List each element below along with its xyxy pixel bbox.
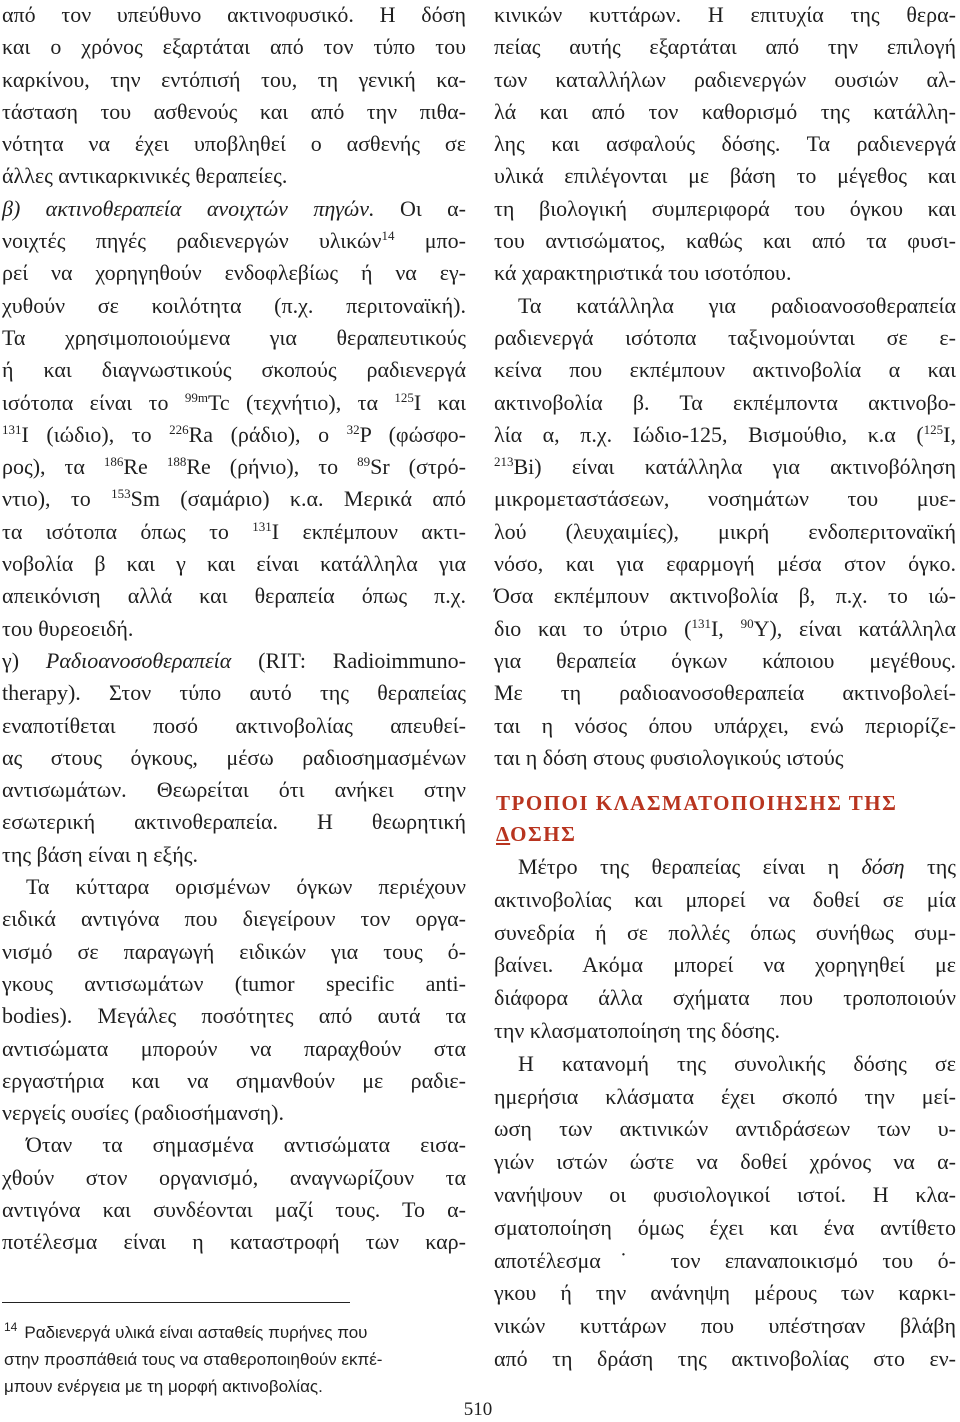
text-line: [2, 1000, 466, 1032]
text-run: Τα κύτταρα ορισμένων όγκων περιέχουν: [26, 874, 466, 900]
text-run: πείας αυτής εξαρτάται από την επιλογή: [494, 34, 956, 60]
text-line: [2, 290, 466, 322]
text-run: γιών ιστών ώστε να δοθεί χρόνος να α-: [494, 1149, 956, 1175]
text-run: Sm (σαμάριο) κ.α. Μερικά από: [130, 486, 466, 512]
text-run: I και: [413, 389, 466, 415]
text-run: νεργείς ουσίες (ραδιοσήμανση).: [2, 1100, 284, 1126]
text-run: Μέτρο της θεραπείας είναι η: [518, 854, 862, 879]
text-run: Όταν τα σημασμένα αντισώματα εισα-: [26, 1132, 466, 1158]
text-line: [494, 982, 956, 1015]
text-run: λία α, π.χ. Ιώδιο-125, Βισμούθιο, κ.α (: [494, 421, 924, 447]
text-line: [2, 1033, 466, 1065]
text-line: [494, 322, 956, 354]
text-line: [494, 548, 956, 580]
text-run: Τα κατάλληλα για ραδιοανοσοθεραπεία: [518, 292, 956, 318]
text-run: λού (λευχαιμίες), μικρή ενδοπεριτοναϊκή: [494, 518, 956, 544]
text-line: [2, 677, 466, 709]
text-run: τα ισότοπα όπως το: [2, 518, 253, 544]
italic-text: δόση: [861, 854, 905, 879]
text-run: τη βιολογική συμπεριφορά του όγκου και: [494, 195, 956, 221]
text-line: [2, 1194, 466, 1226]
text-line: [494, 677, 956, 709]
text-run: ημερήσια κλάσματα έχει σκοπό την μεί-: [494, 1083, 956, 1109]
text-line: [494, 1310, 956, 1343]
text-line: [494, 64, 956, 96]
text-line: [2, 1226, 466, 1258]
text-run: συνεδρία ή σε πολλές όπως συνήθως συμ-: [494, 919, 956, 945]
text-line: [2, 710, 466, 742]
text-line: [494, 884, 956, 917]
text-line: [2, 806, 466, 838]
text-line: [494, 193, 956, 225]
page-number: 510: [463, 1399, 493, 1420]
text-line: [494, 1146, 956, 1179]
text-run: Ra (ράδιο), ο: [188, 421, 347, 447]
text-line: [494, 1113, 956, 1146]
text-run: I εκπέμπουν ακτι-: [271, 518, 466, 544]
superscript: 125: [923, 421, 944, 437]
text-line: [494, 387, 956, 419]
text-line: [494, 290, 956, 322]
superscript: 186: [103, 454, 124, 470]
text-run: αντισωμάτων. Θεωρείται ότι ανήκει στην: [2, 777, 466, 803]
text-run: Τα χρησιμοποιούμενα για θεραπευτικούς: [2, 324, 466, 350]
text-line: [2, 387, 466, 419]
text-run: νισμό σε παραγωγή ειδικών για τους ό-: [2, 938, 466, 964]
footnote-text: Ραδιενεργά υλικά είναι ασταθείς πυρήνες που: [24, 1323, 368, 1342]
text-line: [494, 257, 956, 289]
text-run: εσωτερική ακτινοθεραπεία. Η θεωρητική: [2, 809, 466, 835]
text-line: [494, 851, 956, 884]
text-line: [2, 419, 466, 451]
text-run: ται η νόσος όπου υπάρχει, ενώ περιορίζε-: [494, 712, 956, 738]
text-line: [494, 1277, 956, 1310]
text-line: [2, 871, 466, 903]
text-line: [2, 0, 466, 31]
text-run: εναποτίθεται ποσό ακτινοβολίας απευθεί-: [2, 712, 466, 738]
text-line: [494, 1212, 956, 1245]
text-run: διο και το ύτριο (: [494, 615, 692, 641]
text-line: [494, 613, 956, 645]
text-run: διάφορα άλλα σχήματα που τροποποιούν: [494, 985, 956, 1011]
text-line: [2, 774, 466, 806]
text-run: και ο χρόνος εξαρτάται από τον τύπο του: [2, 34, 466, 60]
text-line: [2, 1097, 466, 1129]
text-line: [2, 645, 466, 677]
text-run: λης και ασφαλούς δόσης. Τα ραδιενεργά: [494, 131, 956, 157]
text-run: τάσταση του ασθενούς και από την πιθα-: [2, 98, 466, 124]
text-line: [2, 31, 466, 63]
superscript: 90: [740, 615, 754, 631]
text-run: Η κατανομή της συνολικής δόσης σε: [518, 1050, 956, 1076]
text-line: [2, 742, 466, 774]
text-run: ωση των ακτινικών αντιδράσεων των υ-: [494, 1116, 956, 1142]
footnote-line: [4, 1320, 454, 1347]
text-run: της βάση είναι η εξής.: [2, 841, 198, 867]
text-run: Re (ρήνιο), το: [186, 454, 358, 480]
text-run: εργαστήρια και να σημανθούν με ραδιε-: [2, 1067, 466, 1093]
text-run: I,: [710, 615, 741, 641]
text-run: νικών κυττάρων που υπέστησαν βλάβη: [494, 1313, 956, 1339]
superscript: 153: [111, 486, 131, 502]
text-run: Tc (τεχνήτιο), τα: [207, 389, 395, 415]
text-line: [494, 580, 956, 612]
footnote-line: μπουν ενέργεια με τη μορφή ακτινοβολίας.: [4, 1376, 323, 1396]
text-run: νοιχτές πηγές ραδιενεργών υλικών: [2, 228, 382, 254]
text-run: καρκίνου, την εντόπισή του, τη γενική κα-: [2, 66, 466, 92]
text-run: άλλες αντικαρκινικές θεραπείες.: [2, 163, 288, 189]
section-heading-line-1: ΤΡΟΠΟΙ ΚΛΑΣΜΑΤΟΠΟΙΗΣΗΣ ΤΗΣ: [496, 791, 898, 815]
text-run: γκους αντισωμάτων (tumor specific anti-: [2, 970, 466, 996]
text-run: νόσο, και για εφαρμογή μέσα στον όγκο.: [494, 551, 956, 577]
text-run: της: [904, 854, 957, 879]
text-run: απεικόνιση αλλά και θεραπεία όπως π.χ.: [2, 583, 466, 609]
italic-text: Ραδιοανοσοθεραπεία: [45, 647, 232, 673]
text-line: [2, 257, 466, 289]
text-run: Οι α-: [374, 195, 466, 221]
text-run: Όσα εκπέμπουν ακτινοβολία β, π.χ. το ιώ-: [494, 583, 956, 609]
superscript: 89: [357, 454, 371, 470]
superscript: 125: [394, 389, 414, 405]
text-run: ισότοπα είναι το: [2, 389, 185, 415]
text-line: [2, 903, 466, 935]
text-line: [494, 645, 956, 677]
superscript: 226: [169, 421, 189, 437]
right-column-bottom: [494, 851, 956, 1376]
text-line: [2, 96, 466, 128]
text-run: από τον υπεύθυνο ακτινοφυσικό. Η δόση: [2, 2, 466, 27]
text-line: [494, 1343, 956, 1376]
text-run: την κλασματοποίηση της δόσης.: [494, 1017, 780, 1043]
text-line: [494, 225, 956, 257]
text-run: μικρομεταστάσεων, νοσημάτων του μυε-: [494, 486, 956, 512]
text-run: αντιγόνα και συνδέονται μαζί τους. Το α-: [2, 1196, 466, 1222]
text-line: [494, 354, 956, 386]
text-line: [494, 0, 956, 31]
text-run: νοβολία β και γ και είναι κατάλληλα για: [2, 551, 466, 577]
text-run: χθούν στον οργανισμό, αναγνωρίζουν τα: [2, 1164, 466, 1190]
text-line: [494, 1245, 956, 1278]
text-line: [494, 1081, 956, 1114]
text-line: [2, 1129, 466, 1161]
superscript: 188: [166, 454, 187, 470]
text-line: [2, 839, 466, 871]
text-run: therapy). Στον τύπο αυτό της θεραπείας: [2, 680, 466, 706]
text-run: του αντισώματος, καθώς και από τα φυσι-: [494, 228, 956, 254]
text-line: [2, 936, 466, 968]
text-line: [2, 225, 466, 257]
text-line: [494, 710, 956, 742]
text-line: [2, 968, 466, 1000]
text-run: γ): [2, 647, 46, 673]
text-line: [2, 193, 466, 225]
text-line: [494, 160, 956, 192]
text-run: αποτέλεσμα˙ τον επαναποικισμό του ό-: [494, 1247, 956, 1273]
text-line: [2, 160, 466, 192]
text-run: σματοποίηση όμως έχει και ένα αντίθετο: [494, 1214, 956, 1240]
text-line: [494, 1048, 956, 1081]
text-line: [2, 516, 466, 548]
text-run: ας στους όγκους, μέσω ραδιοσημασμένων: [2, 744, 466, 770]
text-line: [2, 451, 466, 483]
text-run: Με τη ραδιοανοσοθεραπεία ακτινοβολεί-: [494, 680, 956, 706]
text-run: κά χαρακτηριστικά του ισοτόπου.: [494, 260, 792, 286]
text-run: χυθούν σε κοιλότητα (π.χ. περιτοναϊκή).: [2, 292, 466, 318]
text-run: υλικά επιλέγονται με βάση το μέγεθος και: [494, 163, 956, 189]
text-run: κινικών κυττάρων. Η επιτυχία της θερα-: [494, 2, 956, 27]
text-line: [2, 613, 466, 645]
text-run: ρεί να χορηγηθούν ενδοφλεβίως ή να εγ-: [2, 260, 466, 286]
superscript: 131: [2, 421, 22, 437]
text-line: [2, 1162, 466, 1194]
text-run: ρος), τα: [2, 454, 104, 480]
text-run: ή και διαγνωστικούς σκοπούς ραδιενεργά: [2, 357, 466, 383]
right-column-top: [494, 0, 956, 774]
text-run: I (ιώδιο), το: [21, 421, 170, 447]
text-line: [494, 128, 956, 160]
text-line: [2, 580, 466, 612]
text-run: για θεραπεία όγκων κάποιου μεγέθους.: [494, 647, 956, 673]
superscript: 131: [691, 615, 711, 631]
text-run: Υ), είναι κατάλληλα: [753, 615, 956, 641]
section-heading: [496, 788, 956, 850]
text-run: bodies). Μεγάλες ποσότητες από αυτά τα: [2, 1003, 466, 1029]
text-line: [2, 483, 466, 515]
text-run: ειδικά αντιγόνα που διεγείρουν τον οργα-: [2, 906, 466, 932]
text-line: [494, 949, 956, 982]
text-run: νανήψουν οι φυσιολογικοί ιστοί. Η κλα-: [494, 1181, 956, 1207]
text-line: [494, 483, 956, 515]
footnote-number: 14: [4, 1320, 18, 1334]
text-run: I,: [943, 421, 956, 447]
text-run: Re: [123, 454, 167, 480]
text-run: κείνα που εκπέμπουν ακτινοβολία α και: [494, 357, 956, 383]
superscript: 99m: [184, 389, 208, 405]
text-run: λά και από τον καθορισμό της κατάλλη-: [494, 98, 956, 124]
text-run: Bi) είναι κατάλληλα για ακτινοβόληση: [513, 454, 956, 480]
text-run: ντιο), το: [2, 486, 112, 512]
text-line: [494, 742, 956, 774]
left-column: [2, 0, 466, 1259]
text-run: βαίνει. Ακόμα μπορεί να χορηγηθεί με: [494, 952, 956, 978]
text-line: [494, 31, 956, 63]
text-line: [494, 451, 956, 483]
text-run: μπο-: [394, 228, 466, 254]
superscript: 213: [494, 454, 514, 470]
italic-text: β) ακτινοθεραπεία ανοιχτών πηγών.: [2, 195, 375, 221]
text-line: [2, 322, 466, 354]
text-line: [494, 516, 956, 548]
footnote: [4, 1320, 454, 1400]
text-line: [494, 1179, 956, 1212]
text-run: από τη δράση της ακτινοβολίας στο εν-: [494, 1345, 956, 1371]
text-line: [2, 128, 466, 160]
text-line: [2, 548, 466, 580]
text-run: ακτινοβολίας και μπορεί να δοθεί σε μία: [494, 886, 956, 912]
text-run: γκου ή την ανάνηψη μέρους των καρκι-: [494, 1280, 956, 1306]
text-run: P (φώσφο-: [359, 421, 466, 447]
text-run: (RIT: Radioimmuno-: [231, 647, 466, 673]
footnote-line: στην προσπάθειά τους να σταθεροποιηθούν εκπέ-: [4, 1349, 383, 1369]
footnote-rule: [2, 1302, 350, 1303]
text-line: [494, 1015, 956, 1048]
text-line: [2, 64, 466, 96]
text-line: [494, 917, 956, 950]
text-run: αντισώματα μπορούν να παραχθούν στα: [2, 1035, 466, 1061]
superscript: 131: [252, 518, 272, 534]
superscript: 32: [346, 421, 360, 437]
text-line: [494, 419, 956, 451]
text-run: ραδιενεργά ισότοπα ταξινομούνται σε ε-: [494, 324, 956, 350]
text-run: νότητα να έχει υποβληθεί ο ασθενής σε: [2, 131, 466, 157]
superscript: 14: [381, 228, 395, 244]
text-line: [2, 1065, 466, 1097]
text-run: Sr (στρό-: [370, 454, 466, 480]
text-run: των καταλλήλων ραδιενεργών ουσιών αλ-: [494, 66, 956, 92]
text-run: ποτέλεσμα είναι η καταστροφή των καρ-: [2, 1229, 466, 1255]
text-run: ακτινοβολία β. Τα εκπέμποντα ακτινοβο-: [494, 389, 956, 415]
text-run: του θυρεοειδή.: [2, 615, 134, 641]
section-heading-line-2: ΔΟΣΗΣ: [496, 822, 577, 846]
text-line: [2, 354, 466, 386]
text-line: [494, 96, 956, 128]
text-run: ται η δόση στους φυσιολογικούς ιστούς: [494, 744, 844, 770]
